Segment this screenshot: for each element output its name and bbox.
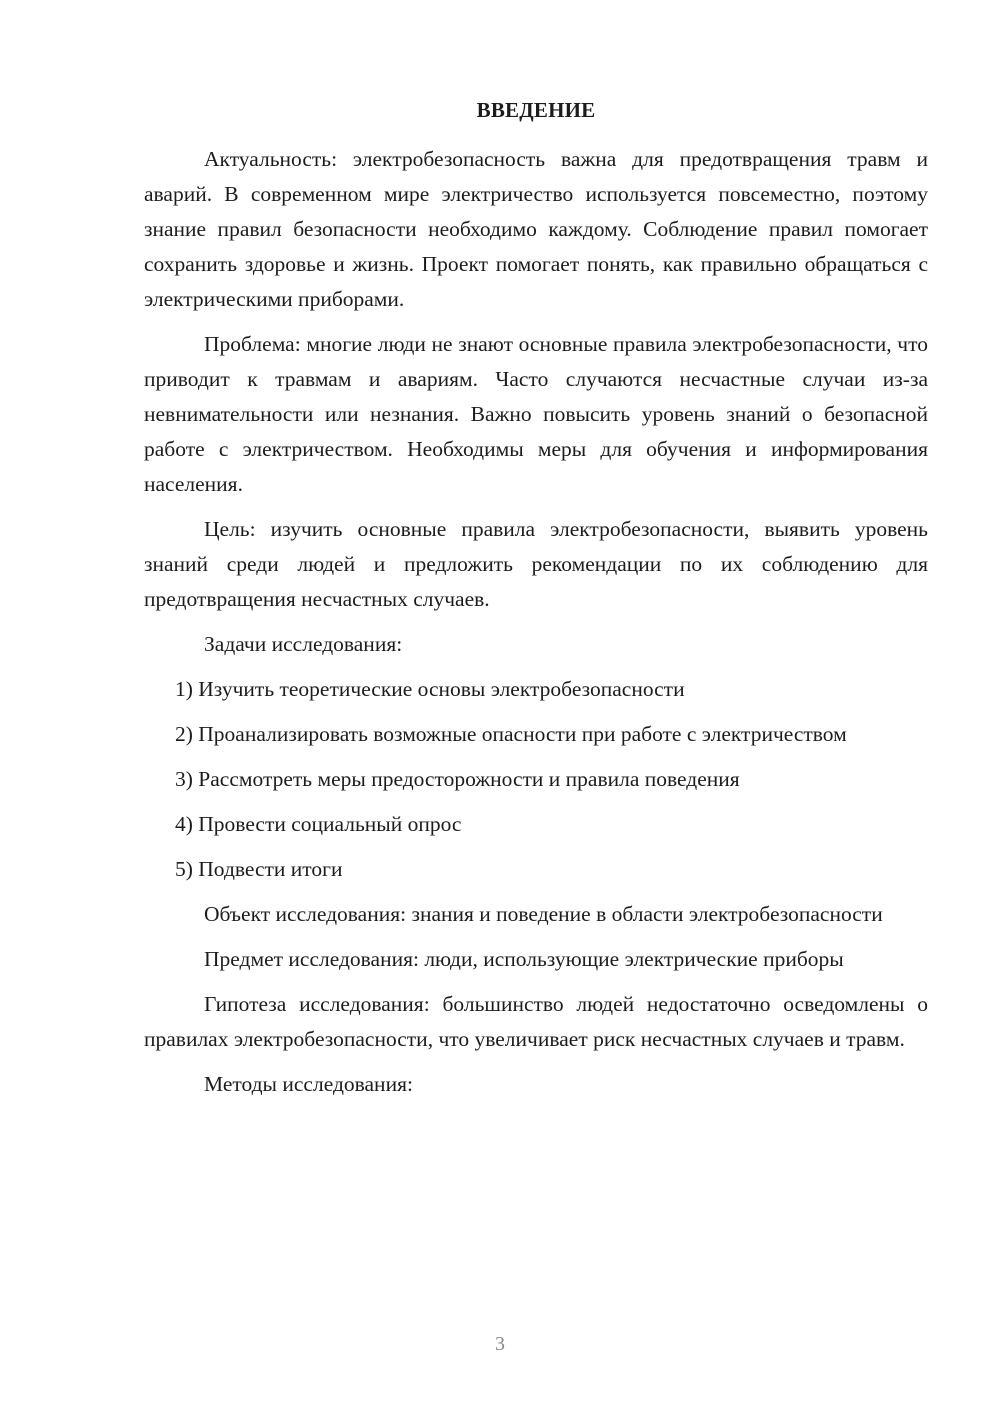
relevance-paragraph: Актуальность: электробезопасность важна для предотвращения травм и аварий. В современном мире электричество используется повсеместно, поэтому знание правил безопасности необходимо каждому. Соблюдение правил помогает сохранить здоровье и жизнь. Проект помогает понять, как правильно обращаться с электрическими приборами. [144, 147, 928, 311]
document-page [144, 92, 928, 1112]
methods-heading: Методы исследования: [204, 1072, 413, 1096]
section-title: ВВЕДЕНИЕ [476, 98, 596, 122]
task-item-3: 3) Рассмотреть меры предосторожности и правила поведения [175, 767, 740, 791]
object-paragraph: Объект исследования: знания и поведение в области электробезопасности [204, 902, 883, 926]
task-item-1: 1) Изучить теоретические основы электробезопасности [175, 677, 685, 701]
hypothesis-paragraph: Гипотеза исследования: большинство людей недостаточно осведомлены о правилах электробезопасности, что увеличивает риск несчастных случаев и травм. [144, 992, 928, 1051]
task-item-4: 4) Провести социальный опрос [175, 812, 462, 836]
problem-paragraph: Проблема: многие люди не знают основные правила электробезопасности, что приводит к травмам и авариям. Часто случаются несчастные случаи из-за невнимательности или незнания. Важно повысить уровень знаний о безопасной работе с электричеством. Необходимы меры для обучения и информирования населения. [144, 332, 928, 496]
tasks-heading: Задачи исследования: [204, 632, 403, 656]
task-item-5: 5) Подвести итоги [175, 857, 343, 881]
page-number: 3 [495, 1333, 505, 1355]
task-item-2: 2) Проанализировать возможные опасности при работе с электричеством [175, 722, 847, 746]
subject-paragraph: Предмет исследования: люди, использующие электрические приборы [204, 947, 844, 971]
goal-paragraph: Цель: изучить основные правила электробезопасности, выявить уровень знаний среди людей и предложить рекомендации по их соблюдению для предотвращения несчастных случаев. [144, 517, 928, 611]
